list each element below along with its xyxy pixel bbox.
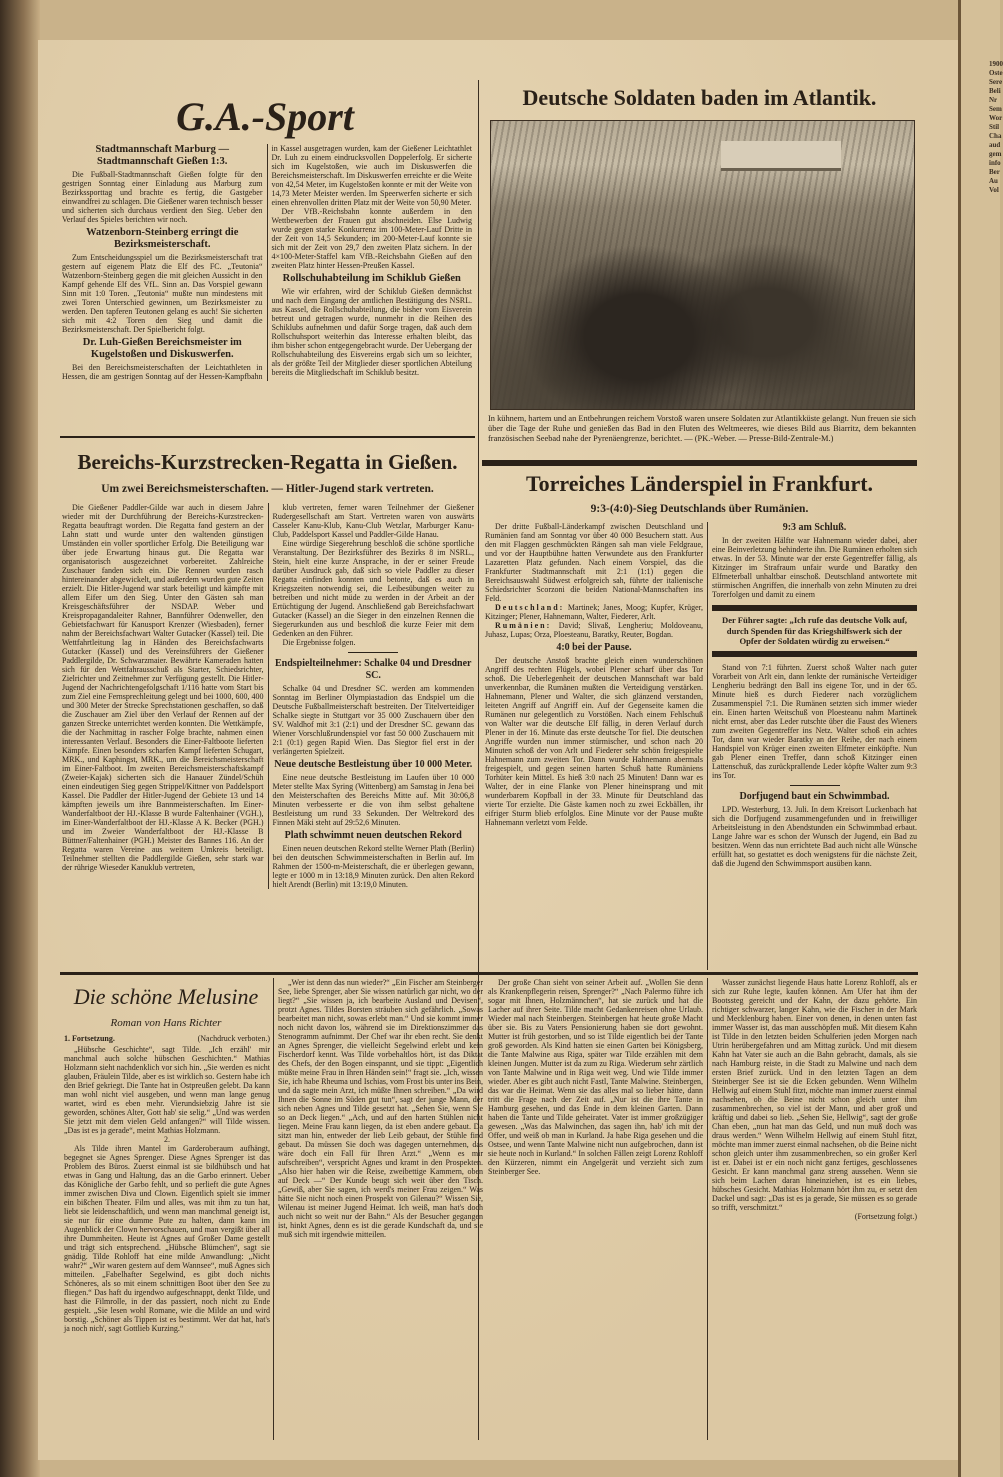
article-body: In der zweiten Hälfte war Hahnemann wieder dabei, aber eine Beinverletzung behinderte ihn. Die Rumänen erholten sich etwas. In der 53. Minute war der erste Gegentreffer fällig, als Kitzinger im Strafraum unfair wurde und Baratky den Elfmeterball unhaltbar einschoß. Deutschland antwortete mit stürmischen Angriffen, die innerhalb von zehn Minuten zu drei Torerfolgen und damit zu einem	[712, 536, 917, 599]
article-body: LPD. Westerburg, 13. Juli. In dem Kreisort Luckenbach hat sich die Dorfjugend zusammengefunden und in freiwilliger Arbeitsleistung in den Abendstunden ein Schwimmbad erbaut. Lange Jahre war es schon der Wunsch der Jugend, ein Bad zu besitzen. Wenn das nun errichtete Bad auch nicht alle Wünsche erfüllt hat, so gestattet es doch wenigstens für die nächste Zeit, daß die Jugend den Schwimmsport ausüben kann.	[712, 804, 917, 868]
novel-byline: Roman von Hans Richter	[110, 1017, 222, 1029]
article-body: Eine neue deutsche Bestleistung im Laufen über 10 000 Meter stellte Max Syring (Wittenberg) am Samstag in Jena bei den Meisterschaften des Bereichs Mitte auf. Mit 30:06,8 Minuten verbesserte er die von ihm selbst gehaltene Bestleistung um rund 33 Sekunden. Der Weltrekord des Finnen Mäki steht auf 29:52,6 Minuten.	[272, 773, 474, 827]
regatta-subheadline: Um zwei Bereichsmeisterschaften. — Hitler-Jugend stark vertreten.	[101, 483, 434, 495]
divider	[348, 652, 398, 653]
article-body: Die Fußball-Stadtmannschaft Gießen folgte für den gestrigen Sonntag einer Einladung aus Marburg zum Bezirkssporttag und brachte es fertig, die Gastgeber einwandfrei zu schlagen. Die Gießener waren technisch besser und sicherten sich durchaus verdient den Sieg. Ueber den Verlauf des Spieles berichten wir noch.	[62, 170, 263, 224]
sport-columns	[62, 144, 472, 381]
column-divider	[707, 522, 708, 970]
novel-column-3	[488, 978, 703, 1440]
sport-masthead: G.A.-Sport	[176, 94, 354, 139]
article-body: Die Gießener Paddler-Gilde war auch in diesem Jahre wieder mit der Durchführung der Bereichs-Kurzstrecken-Regatta beauftragt worden. Die Regatta fand gestern an der Lahn statt und wurde unter den waltenden günstigen Umständen ein voller sportlicher Erfolg. Die Beteiligung war über jede Erwartung hinaus gut. Die Regatta war organisatorisch ausgezeichnet vorbereitet. Zahlreiche Zuschauer fanden sich ein. Die Rennen wurden rasch hintereinander abgewickelt, und außerdem wurden gute Zeiten erzielt. Die Hitler-Jugend war stark beteiligt und kämpfte mit allem Eifer um den Sieg. Unter den Gästen sah man Kreisgeschäftsführer der NSDAP. Weber und Kreispropagandaleiter Rahner, Bannführer Odenweller, den Gebietsfachwart für Kanusport Krenzer (Wiesbaden), ferner nahm der Bereichsfachwart Walter Gutacker (Kassel) teil. Die Wettfahrtleitung lag in Händen des Bereichsfachwarts Gutacker (Kassel) und des Vereinsführers der Gießener Paddlergilde, Dr. Schwarzmaier. Bewährte Kameraden hatten sich für den Wettfahrausschuß als Starter, Schiedsrichter, Zielrichter und Zeitnehmer zur Verfügung gestellt. Die Hitler-Jugend der Nachrichtengefolgschaft 1/116 hatte vom Start bis zum Ziel eine Fernsprechleitung gelegt und bei 1000, 600, 400 und 300 Meter der Strecke Sprechstationen geschaffen, so daß die Zuschauer am Ziel über den Verlauf der Rennen auf der ganzen Strecke unterrichtet werden konnten. Die Wettkämpfe, die der Nachmittag in rascher Folge brachte, nahmen einen interessanten Verlauf. Besonders die Einer-Faltboote lieferten Kämpfe. Einen besonders scharfen Kampf lieferten Schugart, MRK., und Kaphingst, MRK., um die Bereichsmeisterschaft im Einer-Faltboot. Im zweiten Bereichsmeisterschaftskampf (Zweier-Kajak) sicherten sich die Hanauer Zündel/Schüh einen eindeutigen Sieg gegen Strippel/Kittner von Paddelsport Kassel. Die Paddler der Hitler-Jugend der Gebiete 13 und 14 kämpften jeweils um ihre Bannmeisterschaften. Im Einer-Wanderfaltboot der HJ.-Klasse B wurde Faltenhainer (VGH.), im Einer-Wanderfaltboot der HJ.-Klasse A K. Becker (PGH.) und im Zweier Wanderfaltboot der HJ.-Klasse B Büttner/Faltenhainer (PGH.) Meister des Bannes 116. An der Regatta waren Vereine aus weitem Umkreis beteiligt. Teilnehmer stellten die Paddlergilde Gießen, sehr stark war der rührige Wieseder Kanuklub vertreten,	[62, 503, 264, 872]
article-subtitle: 4:0 bei der Pause.	[556, 642, 632, 653]
team-label: Rumänien:	[495, 621, 552, 630]
adjacent-page-edge	[958, 0, 1003, 1477]
team-lineup: David; Slivaß, Lengheriu; Moldoveanu, Juhasz, Lupas; Orza, Ploesteanu, Baratky, Reuter, Bogdan.	[485, 621, 703, 639]
chapter-number: 2.	[164, 1135, 170, 1144]
reprint-notice: (Nachdruck verboten.)	[197, 1034, 270, 1043]
laenderspiel-column-1	[485, 522, 703, 970]
article-body: Der VfB.-Reichsbahn konnte außerdem in den Wettbewerben der Frauen gut abschneiden. Else Ludwig wurde gegen starke Konkurrenz im 100-Meter-Lauf Dritte in der Zeit von 14,5 Sekunden; im 200-Meter-Lauf konnte sie sich mit der Zeit von 29,7 den zweiten Platz sichern. In der 4×100-Meter-Staffel kam VfB.-Reichsbahn Gießen auf den zweiten Platz hinter Hessen-Preußen Kassel.	[271, 207, 472, 270]
continuation-note: (Fortsetzung folgt.)	[854, 1212, 917, 1221]
novel-text: „Wer ist denn das nun wieder?“ „Ein Fischer am Steinberger See, liebe Sprenger, aber Sie wissen natürlich gar nicht, wo der liegt?“ „Sie wissen ja, ich bearbeite Ausland und Devisen“, protzt Agnes. Tildes Borsten sträuben sich gefährlich. „Sowas bearbeitet man nicht, sowas erlebt man.“ Und sie kommt immer noch nicht davon los, während sie im Direktionszimmer das Stenogramm aufnimmt. Der Chef war ihr eben recht. Sie denkt an Agnes Sprenger, die vielleicht Segelwind erlebt und kein Fischerdorf kennt. Was Tilde vorbehaltlos hört, ist das Diktat des Chefs, der den Bogen einspannt, und sie tippt: „Eigentlich müßte meine Frau in Ihren Händen sein!“ fragt sie. „Ich, wissen Sie, ich habe Rheuma und Ischias, vom Frost bis unter ins Bein, und da sagte mein Arzt, ich müßte Ihnen schreiben.“ „Da wird Ihnen die Sonne im Süden gut tun“, sagt der junge Mann, der sich neben Agnes und Tilde gesetzt hat. „Sehen Sie, wenn Sie so an Deck liegen.“ „Ach, und auf den harten Stühlen nicht liegen. Meine Frau kann liegen, da ist eben andere gebaut. Da sitzt man hin, entweder der lieb Leib gebaut, der Stühle find gebaut. Da müssen Sie doch was dagegen unternehmen, das wäre doch ein Fall für Ihren Arzt.“ „Wenn es mir aufschreiben“, verspricht Agnes und kramt in den Prospekten. „Also hier haben wir die Reise, zweibettige Kammern, oben auf Deck —“ Der Kunde beugt sich weit über den Tisch. „Gewiß, aber Sie sagen, ich werd's meiner Frau zeigen.“ Was hätte Sie nicht noch einen Prospekt von Gilenau?“ Wissen Sie, Wilenau ist meiner Jugend Heimat. Ich weiß, man hat's doch auch nicht so weit nur der Bahn.“ Als der Besucher gegangen ist, hinkt Agnes, denn es ist die gerade Kundschaft da, und sie muß sich mit irgendwie mitteilen.	[278, 978, 483, 1239]
section-rule	[60, 972, 918, 975]
article-body: Bei den Bereichsmeisterschaften der Leichtathleten in Hessen, die am gestrigen Sonntag auf der Hessen-Kampfbahn in Kassel ausgetragen wurden, kam der Gießener Leichtathlet Dr. Luh zu einem eindrucksvollen Doppelerfolg. Er sicherte sich im Kugelstoßen, wie auch im Diskuswerfen die Bereichsmeisterschaft. Im Diskuswerfen erreichte er die Weite von 42,54 Meter, im Kugelstoßen konnte er mit der Weite von 14,73 Meter Meister werden. Im Speerwerfen sicherte er sich einen ehrenvollen dritten Platz mit der Weite von 50,90 Meter.	[62, 144, 472, 381]
article-title: Stadtmannschaft Marburg — Stadtmannschaft Gießen 1:3.	[95, 144, 230, 167]
team-lineup: Martinek; Janes, Moog; Kupfer, Krüger, Kitzinger; Plener, Hahnemann, Walter, Fiederer, Arlt.	[485, 603, 704, 621]
adjacent-page-text-fragment: 1900 Oste Sere Beli Nr Sem Wor Stil Cha aud gem info Ber Au Vol	[989, 60, 1003, 194]
article-title: Rollschuhabteilung im Schiklub Gießen	[282, 273, 461, 284]
seaside-building	[721, 141, 841, 171]
section-rule	[60, 436, 475, 438]
divider	[790, 785, 840, 786]
page-binding-edge	[0, 0, 40, 1477]
article-title: Plath schwimmt neuen deutschen Rekord	[284, 830, 462, 841]
column-divider	[273, 978, 274, 1440]
article-subtitle: 9:3 am Schluß.	[782, 522, 847, 533]
laenderspiel-headline: Torreiches Länderspiel in Frankfurt.	[525, 471, 874, 496]
section-rule	[482, 460, 917, 466]
novel-text: Wasser zunächst liegende Haus hatte Lorenz Rohloff, als er sich zur Ruhe legte, kaufen können. Am Ufer hat ihm der Bootssteg gereicht und der Kahn, der dazu gehörte. Ein richtiger schwarzer, langer Kahn, wie die Fischer in der Mark und Mecklenburg haben. Einer von denen, in denen unten fast immer Wasser ist, das man ausschöpfen muß. Mit diesem Kahn ist Tilde in den letzten beiden Schulferien jeden Morgen nach Utrin herübergefahren und am Mittag zurück. Und mit diesem Kahn hat Vater sie auch an die Bahn gebracht, damals, als sie nach Hamburg reiste, in die Stadt zu Malwine und nach dem ersten Brief zurück. Und in den letzten Tagen an dem Steinberger See ist sie die Ecken gebunden. Wenn Wilhelm Hellwig auf einem Stuhl fitzt, möchte man immer zuerst einmal nachsehen, ob die Beine nicht schon gleich unter ihm zusammenbrechen, so viel ist der Mann, und aber groß und kräftig und dabei so lieb. „Sehen Sie, Hellwig“, sagt der große Chan eben, „nun hat man das Geld, und nun muß doch was draus werden.“ Wenn Wilhelm Hellwig auf einem Stuhl fitzt, möchte man immer zuerst einmal nachsehen, ob die Beine nicht schon gleich unter ihm zusammenbrechen, so ein großer Kerl ist er. Dabei ist er ein noch nicht ganz fertiges, geschlossenes Gesicht. Er kann manchmal ganz streng aussehen. Wenn sie sich beim Lachen daran hineinziehen, ist es ein liebes, hübsches Gesicht. Mathias Holzmann hört ihm zu, er setzt den Dackel und sagt: „Das ist es ja gerade, Sie müssen es so gerade so trifft, verschmitzt.“	[712, 978, 917, 1212]
novel-column-1	[64, 1034, 270, 1440]
beach-photo	[490, 120, 915, 410]
laenderspiel-column-2	[712, 522, 917, 970]
photo-headline: Deutsche Soldaten baden im Atlantik.	[522, 85, 877, 110]
article-body: Schalke 04 und Dresdner SC. werden am kommenden Sonntag im Berliner Olympiastadion das Endspiel um die Deutsche Fußballmeisterschaft bestreiten. Der Titelverteidiger Schalke siegte in Stuttgart vor 35 000 Zuschauern über den SV. Waldhof mit 3:1 (2:1) und der Dresdner SC. gewann das Wiener Vorschlußrundenspiel vor fast 50 000 Zuschauern mit 2:1 (0:1) gegen Rapid Wien. Das Siegtor fiel erst in der verlängerten Spielzeit.	[272, 684, 474, 756]
article-body: klub vertreten, ferner waren Teilnehmer der Gießener Rudergesellschaft am Start. Vertreten waren von auswärts Casseler Kanu-Klub, Kanu-Club Wetzlar, Marburger Kanu-Club, Paddelsport Kassel und Paddler-Gilde Hanau.	[272, 503, 474, 539]
article-body: Wie wir erfahren, wird der Schiklub Gießen demnächst und nach dem Eingang der amtlichen Bestätigung des NSRL. aus Kassel, die Rollschuhabteilung, die bisher vom Eisverein betreut und getragen wurde, nunmehr in die Reihen des Schiklubs aufnehmen und dafür Sorge tragen, daß auch dem Rollschuhsport weiterhin das Interesse erhalten bleibt, das ihm bisher schon entgegengebracht wurde. Der Uebergang der Rollschuhabteilung des Eisvereins ergab sich um so leichter, als der größte Teil der Mitglieder dieser sportlichen Abteilung bereits die Mitgliedschaft im Schiklub besitzt.	[271, 287, 472, 377]
article-title: Dr. Luh-Gießen Bereichsmeister im Kugelstoßen und Diskuswerfen.	[82, 337, 242, 360]
novel-title: Die schöne Melusine	[73, 984, 259, 1009]
fuehrer-quote-box: Der Führer sagte: „Ich rufe das deutsche Volk auf, durch Spenden für das Kriegshilfswerk sich der Opfer der Soldaten würdig zu erweisen.“	[712, 605, 917, 657]
article-body: Der dritte Fußball-Länderkampf zwischen Deutschland und Rumänien fand am Sonntag vor über 40 000 Besuchern statt. Aus den mit Flaggen geschmückten Rängen sah man viele Feldgraue, und vor der Hauptbühne hatten Verwundete aus den Frankfurter Lazaretten Platz gefunden. Nach einem Vorspiel, das die Frankfurter Stadtmannschaft mit 2:1 (1:1) gegen die Bereichsauswahl Südwest erfolgreich sah, führte der italienische Schiedsrichter Scorzoni die beiden National-Mannschaften ins Feld.	[485, 522, 703, 603]
team-label: Deutschland:	[495, 603, 565, 612]
article-body: Zum Entscheidungsspiel um die Bezirksmeisterschaft trat gestern auf eigenem Platz die Elf des FC. „Teutonia“ Watzenborn-Steinberg gegen die mit gleichen Aussicht in den Kampf gehende Elf des VfL. Sinn an. Das Vorspiel gewann Sinn mit 1:0 Toren. „Teutonia“ mußte nun mindestens mit zwei Toren Unterschied gewinnen, um Bezirksmeister zu werden. Den tapferen Teutonen gelang es auch! Sie sicherten sich mit 4:2 Toren den Sieg und damit die Bezirksmeisterschaft. Der Spielbericht folgt.	[62, 253, 263, 334]
column-divider	[707, 978, 708, 1440]
article-body: Stand von 7:1 führten. Zuerst schoß Walter nach guter Vorarbeit von Arlt ein, dann lenkte der rumänische Verteidiger Lengheriu bedrängt den Ball ins eigene Tor, und in der 65. Minute hieß es durch Fiederer nach vorzüglichem Zusammenspiel 7:1. Die Rumänen setzten sich immer wieder ein. Einen harten Weitschuß von Ploesteanu nahm Martinek nicht ernst, aber das Leder rutschte über die Faust des Wieners zum zweiten Gegentreffer ins Netz. Walter schoß ein achtes Tor, dann war wieder Baratky an der Reihe, der nach einem Handspiel von Krüger einen zweiten Elfmeter einköpfte. Nun gab Plener einen Treffer, dann schoß Kitzinger einen Lattenschuß, das zurückprallende Leder köpfte Walter zum 9:3 ins Tor.	[712, 662, 917, 780]
novel-column-4	[712, 978, 917, 1440]
article-title: Watzenborn-Steinberg erringt die Bezirksmeisterschaft.	[86, 227, 239, 250]
article-body: Die Ergebnisse folgen.	[282, 638, 356, 647]
article-body: Der deutsche Anstoß brachte gleich einen wunderschönen Angriff des rechten Flügels, wobei Plener scharf über das Tor schoß. Die Ueberlegenheit der deutschen Mannschaft war bald unverkennbar, die Rumänen mußten die Verteidigung verstärken. Hahnemann, Plener und Walter, die sich glänzend verstanden, leiteten Angriff auf Angriff ein. Auf der Gegenseite kamen die Rumänen nur gelegentlich zu Vorstößen. Nach einem Fehlschuß von Walter war die deutsche Elf fällig, in deren Verlauf durch Plener in der 16. Minute das erste deutsche Tor fiel. Die deutschen Angriffe wurden nun immer stürmischer, und schon nach 20 Minuten schoß der von Arlt und Fiederer sehr schön freigespielte Hahnemann zum zweiten Tor. Dann wurde Hahnemann abermals freigespielt, und gegen seinen harten Schuß hatte Rumäniens Torhüter kein Mittel. Es hieß 3:0 nach 25 Minuten! Dann war es Walter, der in eine Flanke von Plener hineinsprang und mit wunderbarem Kopfball in der 33. Minute für Deutschland das vierte Tor erzielte. Die Gäste kamen noch zu zwei Eckbällen, ihr eifriger Sturm blieb erfolglos. Eine Minute vor der Pause mußte Hahnemann verletzt vom Felde.	[485, 656, 703, 827]
novel-text: Als Tilde ihren Mantel im Garderoberaum aufhängt, begegnet sie Agnes Sprenger. Diese Agnes Sprenger ist das Problem des Büros. Zuerst einmal ist sie bildhübsch und hat etwas in Gang und Haltung, das an die Garbo erinnert. Ueber das Königliche der Garbo fehlt, und so perlieft die gute Agnes immer zwischen Diva und Clown. Eigentlich spielt sie immer ein bißchen Theater. Film und alles, was mit ihm zu tun hat, liebt sie leidenschaftlich, und wenn man manchmal geneigt ist, sie nur für eine dumme Pute zu halten, dann kann im Augenblick der Clown hervorschauen, und man vergißt über all ihre Dummheiten. Heute ist Agnes auf Großer Dame gestellt und trägt sich entsprechend. „Hübsche Blümchen“, sagt sie gnädig. Tilde Rohloff hat eine milde Anwandlung: „Nicht wahr?“ „Wir waren gestern auf dem Wannsee“, muß Agnes sich mitteilen. „Fabelhafter Segelwind, es gibt doch nichts Schöneres, als so mit einem schnittigen Boot über den See zu fliegen.“ Das haft du irgendwo aufgeschnappt, denkt Tilde, und hast die Filmrolle, in der das passiert, noch nicht zu Ende gespielt. „Sie lesen wohl Romane, wie die Milde an und wird borstig. „Schöner als Tippen ist es bestimmt. Wer dat hat, hat's ja noch nich', sagt Gottlieb Kurzing.“	[64, 1144, 270, 1333]
novel-text: „Hübsche Geschichte“, sagt Tilde. „Ich erzähl' mir manchmal auch solche hübschen Geschichten.“ Mathias Holzmann sieht nachdenklich vor sich hin. „Sie werden es nicht glauben, Fräulein Tilde, aber es ist wirklich so. Gestern habe ich den Brief gekriegt. Die Tante hat in Ostpreußen gelebt. Da kann man wohl nicht viel ausgeben, und wenn man lange genug wartet, wird es eben mehr. Vierundsiebzig Jahre ist sie geworden, schönes Alter, Gott hab' sie selig.“ „Und was werden Sie jetzt mit dem vielen Geld anfangen?“ will Tilde wissen. „Das ist es ja gerade“, meint Mathias Holzmann.	[64, 1045, 270, 1135]
laenderspiel-subheadline: 9:3-(4:0)-Sieg Deutschlands über Rumänien.	[590, 503, 809, 515]
novel-column-2	[278, 978, 483, 1440]
article-title: Neue deutsche Bestleistung über 10 000 Meter.	[274, 759, 473, 770]
novel-text: Der große Chan sieht von seiner Arbeit auf. „Wollen Sie denn als Krankenpflegerin reisen, Sprenger?“ „Nach Palermo führe ich sogar mit Ihnen, Holzmännchen“, hat sie zurück und hat die Lacher auf ihrer Seite. Tilde macht Gedankenreisen ohne Urlaub. Wieder mal nach Steinbergen. Steinbergen hat heute große Macht über sie. Bis zu Vaters Pensionierung haben sie dort gewohnt. Mutter ist früh gestorben, und so ist Tilde eigentlich bei der Tante groß geworden. Als Kind hatten sie einen Garten bei Königsberg, die Tante Malwine aus Riga, später war Tilde erzählen mit dem kleinen Jungen. Mutter ist da zum zu Riga. Wiederum sehr zärtlich von Tante Malwine und in Riga weit weg. Und wie Tilde immer wieder. Aber es gibt auch nicht Fastl, Tante Malwine. Steinbergen, das war die Heimat. Wenn sie das alles mal so lieber hätte, dann tritt die Frage nach der Zeit auf. „Nur ist die ihre Tante in Hamburg gesehen, und das Ende in dem kleinen Garten. Dann haben die Tante und Tilde geheiratet. Vater ist immer großzügiger gewesen. „Was das Malwinchen, das sagen ihn, hab' ich mit der Offer, und weiß ob man in Kurland. Ja habe Riga gesehen und die Ostsee, und wenn Tante Malwine nicht nun aufgebrochen, dann ist sie heute noch in Kurland.“ In solchen Fällen zeigt Lorenz Rohloff den Kürzeren, nimmt ein Angelgerät und verzieht sich zum Steinberger See.	[488, 978, 703, 1176]
regatta-columns	[62, 503, 474, 889]
article-title: Endspielteilnehmer: Schalke 04 und Dresdner SC.	[275, 658, 472, 681]
installment-label: 1. Fortsetzung.	[64, 1034, 115, 1043]
photo-caption: In kühnem, hartem und an Entbehrungen reichem Vorstoß waren unsere Soldaten zur Atlantikküste gelangt. Nun freuen sie sich über die Tage der Ruhe und genießen das Bad in den Fluten des Weltmeeres, wie dieses Bild aus Biarritz, dem bekannten französischen Seebad nahe der Pyrenäengrenze, berichtet. — (PK.-Weber. — Presse-Bild-Zentrale-M.)	[488, 414, 916, 443]
article-title: Dorfjugend baut ein Schwimmbad.	[739, 790, 890, 802]
article-body: Einen neuen deutschen Rekord stellte Werner Plath (Berlin) bei den deutschen Schwimmeisterschaften in Berlin auf. Im Rahmen der 1500-m-Meisterschaft, die er überlegen gewann, legte er 1000 m in 13:18,9 Minuten zurück. Den alten Rekord hielt Arendt (Berlin) mit 13:19,0 Minuten.	[272, 844, 474, 889]
regatta-headline: Bereichs-Kurzstrecken-Regatta in Gießen.	[77, 450, 458, 474]
article-body: Eine würdige Siegerehrung beschloß die schöne sportliche Veranstaltung. Der Bezirksführer des Bezirks 8 im NSRL., Stein, hielt eine kurze Ansprache, in der er seiner Freude darüber Ausdruck gab, daß sich so viele Paddler zu dieser Regatta einfinden konnten und betonte, daß es auch in Kriegszeiten notwendig sei, die Leibesübungen weiter zu betreiben und nicht müde zu werden in der Arbeit an der Ertüchtigung der Jugend. Anschließend gab Bereichsfachwart Gutacker (Kassel) an die Sieger in den einzelnen Rennen die Siegerurkunden aus und beschloß die kurze Feier mit dem Gedenken an den Führer.	[272, 539, 474, 638]
